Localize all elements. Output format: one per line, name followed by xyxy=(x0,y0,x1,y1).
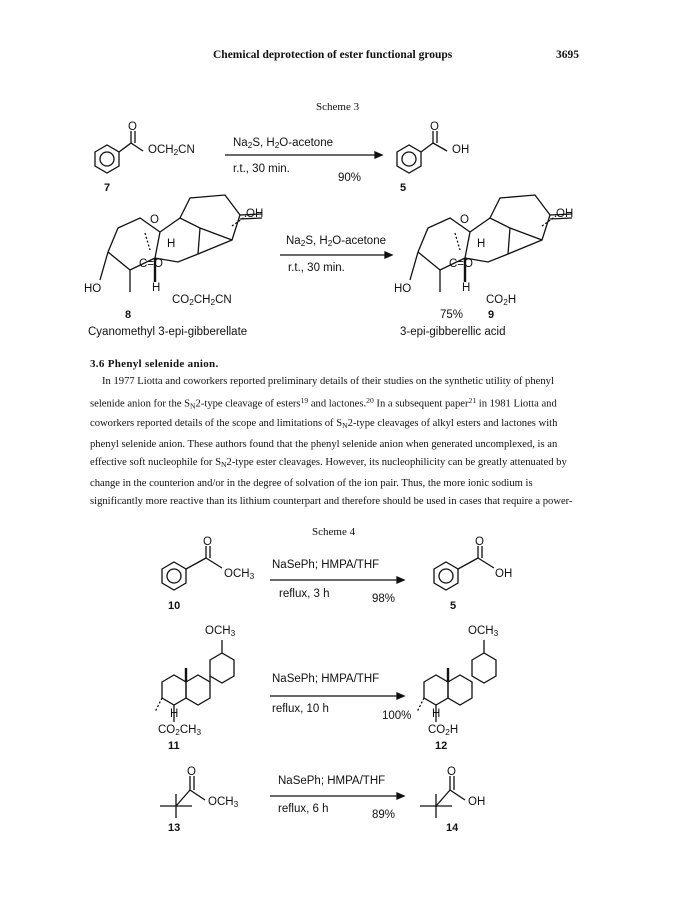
s4r2-product-number: 12 xyxy=(435,740,448,752)
s3r2-reactant-ho: HO xyxy=(84,283,102,295)
running-title: Chemical deprotection of ester functional groups xyxy=(213,49,453,61)
s4r2-product-acid: $CO_2H$ xyxy=(428,724,459,738)
benzene-ring-7 xyxy=(95,145,119,173)
s4r1-reactant-group: $OCH_3$ xyxy=(224,568,255,582)
s4r2-yield: 100% xyxy=(382,710,412,722)
s4r1-product-number: 5 xyxy=(450,600,457,612)
s4r1-carbonyl-o: O xyxy=(203,536,212,548)
s3r2-conditions: r.t., 30 min. xyxy=(288,262,345,274)
s3r2-reactant-name: Cyanomethyl 3-epi-gibberellate xyxy=(88,326,248,338)
tricyclic-skeleton-11 xyxy=(155,640,234,722)
para-sub-5b: N xyxy=(221,460,227,470)
s4r1-yield: 98% xyxy=(372,593,396,605)
page-number: 3695 xyxy=(556,49,579,61)
s4r3-yield: 89% xyxy=(372,809,396,821)
body-paragraph xyxy=(90,373,630,512)
benzene-ring-5 xyxy=(397,145,421,173)
s4r3-carbonyl-o: O xyxy=(187,766,196,778)
citation-19: 19 xyxy=(300,395,309,405)
para-text-5a: effective soft nucleophile for S xyxy=(90,457,222,469)
carbonyl-oxygen: O xyxy=(128,121,137,133)
s4r1-product-group: OH xyxy=(495,568,513,580)
citation-21: 21 xyxy=(468,395,477,405)
s4r2-conditions: reflux, 10 h xyxy=(272,703,329,715)
benzene-ring-10 xyxy=(162,562,186,590)
para-text-1: In 1977 Liotta and coworkers reported preliminary details of their studies on the synthetic utility of phenyl xyxy=(102,376,554,387)
para-sub-3b: N xyxy=(342,421,348,431)
s4r2-reactant-ester: $CO_2CH_3$ xyxy=(158,724,202,738)
tert-butyl-13 xyxy=(160,776,205,818)
para-line-2 xyxy=(90,392,630,416)
scheme-4-title: Scheme 4 xyxy=(312,526,356,538)
para-text-3a: coworkers reported details of the scope and limitations of S xyxy=(90,418,343,430)
product-lactone-oxygen: O xyxy=(460,214,469,226)
citation-20: 20 xyxy=(366,395,374,405)
gibberellic-acid-skeleton-9 xyxy=(410,195,572,292)
s4r3-product-carbonyl-o: O xyxy=(447,766,456,778)
s4r3-product-group: OH xyxy=(468,796,486,808)
s3r2-reactant-co: C=O xyxy=(139,258,163,270)
s3r2-reactant-ester: $CO_2CH_2CN$ xyxy=(172,294,232,308)
tert-butyl-14 xyxy=(420,776,465,818)
s3r2-product-number: 9 xyxy=(488,309,495,321)
s3r2-product-h2: H xyxy=(462,282,471,294)
s3r2-product-h1: H xyxy=(477,238,486,250)
para-text-2e: and lactones. xyxy=(308,397,367,409)
s3r2-product-co: C=O xyxy=(449,258,473,270)
s4r1-reactant-number: 10 xyxy=(168,600,181,612)
s3r1-product-group: OH xyxy=(452,144,470,156)
tricyclic-skeleton-12 xyxy=(417,640,496,722)
s3r2-reagent: $Na_2S$, $H_2O$-acetone xyxy=(286,235,386,249)
s4r3-reagent: NaSePh; HMPA/THF xyxy=(278,775,386,787)
s4r2-reagent: NaSePh; HMPA/THF xyxy=(272,673,380,685)
para-text-5c: 2-type ester cleavages. However, its nucleophilicity can be greatly attenuated by xyxy=(226,457,567,469)
para-line-4: phenyl selenide anion. These authors found that the phenyl selenide anion when generated uncomplexed, is an xyxy=(90,438,558,450)
s4r1-product-carbonyl-o: O xyxy=(475,536,484,548)
para-text-2c: 2-type cleavage of esters xyxy=(195,397,301,409)
para-line-1 xyxy=(90,373,630,392)
s4r1-reagent: NaSePh; HMPA/THF xyxy=(272,559,380,571)
s4r2-reactant-top: $OCH_3$ xyxy=(205,625,236,639)
s4r3-reactant-number: 13 xyxy=(168,822,181,834)
scheme-3-title: Scheme 3 xyxy=(316,101,360,113)
s4r2-reactant-h: H xyxy=(170,708,179,720)
para-sub-2b: N xyxy=(190,400,196,410)
s4r2-reactant-number: 11 xyxy=(168,740,180,752)
s3r1-reactant-group: $OCH_2CN$ xyxy=(148,144,195,158)
s3r1-reactant-number: 7 xyxy=(104,182,111,194)
s4r3-product-number: 14 xyxy=(446,822,459,834)
s4r3-reactant-group: $OCH_3$ xyxy=(208,796,239,810)
para-text-2g: In a subsequent paper xyxy=(373,397,469,409)
para-text-3c: 2-type cleavages of alkyl esters and lactones with xyxy=(347,418,558,430)
carbonyl-oxygen-product: O xyxy=(430,121,439,133)
s3r1-yield: 90% xyxy=(338,172,362,184)
s3r2-product-acid: $CO_2H$ xyxy=(486,294,517,308)
s3r2-product-yield: 75% xyxy=(440,309,464,321)
lactone-oxygen: O xyxy=(150,214,159,226)
s3r2-reactant-oh: OH xyxy=(246,208,264,220)
s3r2-product-oh: OH xyxy=(556,208,574,220)
para-line-3 xyxy=(90,415,630,435)
gibberellate-skeleton-8 xyxy=(100,195,262,292)
s3r2-reactant-h2: H xyxy=(152,282,161,294)
section-heading: 3.6 Phenyl selenide anion. xyxy=(90,358,219,370)
para-text-2i: in 1981 Liotta and xyxy=(476,397,557,409)
s3r2-reactant-number: 8 xyxy=(125,309,132,321)
s4r1-conditions: reflux, 3 h xyxy=(279,588,330,600)
benzene-ring-5-scheme4 xyxy=(434,562,458,590)
s3r1-conditions: r.t., 30 min. xyxy=(233,163,290,175)
s3r2-product-name: 3-epi-gibberellic acid xyxy=(400,326,506,338)
s4r3-conditions: reflux, 6 h xyxy=(278,803,329,815)
s3r2-product-ho: HO xyxy=(394,283,412,295)
s3r2-reactant-h1: H xyxy=(167,238,176,250)
s4r2-product-top: $OCH_3$ xyxy=(468,625,499,639)
para-line-6: change in the counterion and/or in the degree of solvation of the ion pair. Thus, the more ionic sodium is xyxy=(90,477,533,489)
para-text-2a: selenide anion for the S xyxy=(90,397,191,409)
s3r1-reagent: $Na_2S$, $H_2O$-acetone xyxy=(233,137,333,151)
para-line-7: significantly more reactive than its lithium counterpart and therefore should be used in cases that require a power- xyxy=(90,496,573,508)
s4r2-product-h: H xyxy=(432,708,441,720)
s3r1-product-number: 5 xyxy=(400,182,407,194)
para-line-5 xyxy=(90,454,630,474)
